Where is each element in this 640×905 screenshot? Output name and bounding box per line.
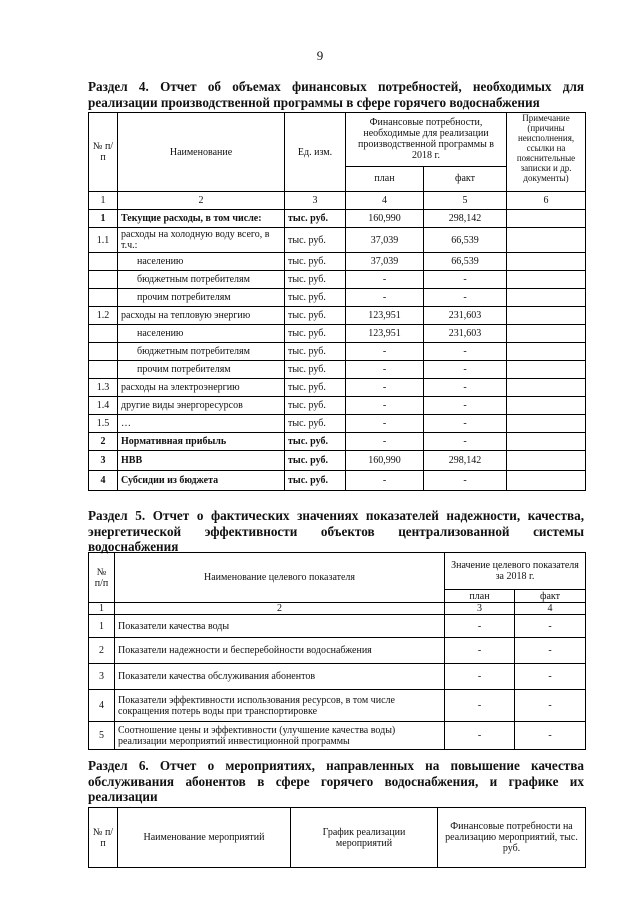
table-row [89, 471, 586, 491]
row-num [89, 325, 118, 343]
colnum-cell: 2 [115, 603, 445, 615]
row-name: бюджетным потребителям [118, 271, 285, 289]
col-note-header: Примечание (причины неисполнения, ссылки на пояснительные записки и др. документы) [507, 113, 586, 192]
row-plan: 123,951 [346, 325, 424, 343]
row-name: населению [118, 325, 285, 343]
row-name: Нормативная прибыль [118, 433, 285, 451]
colnum-cell: 3 [285, 192, 346, 210]
row-fact: - [515, 690, 586, 722]
row-note [507, 451, 586, 471]
page-number: 9 [316, 48, 324, 63]
row-unit: тыс. руб. [285, 253, 346, 271]
row-plan: - [445, 690, 515, 722]
row-fact: - [424, 379, 507, 397]
row-fact: - [424, 289, 507, 307]
col-fin-header: Финансовые потребности на реализацию мероприятий, тыс. руб. [438, 808, 586, 868]
section5-table [88, 552, 586, 750]
row-plan: - [346, 433, 424, 451]
row-unit: тыс. руб. [285, 307, 346, 325]
colnum-cell: 6 [507, 192, 586, 210]
row-plan: - [346, 415, 424, 433]
row-fact: 298,142 [424, 451, 507, 471]
row-fact: 66,539 [424, 228, 507, 253]
row-num [89, 289, 118, 307]
section6-title: Раздел 6. Отчет о мероприятиях, направленных на повышение качества обслуживания абонентов в сфере горячего водоснабжения, и графике их реализации [88, 758, 584, 804]
row-num: 4 [89, 690, 115, 722]
row-note [507, 325, 586, 343]
col-value-header: Значение целевого показателя за 2018 г. [445, 553, 586, 590]
row-name: Субсидии из бюджета [118, 471, 285, 491]
row-num: 2 [89, 638, 115, 664]
row-note [507, 379, 586, 397]
row-note [507, 397, 586, 415]
row-name: НВВ [118, 451, 285, 471]
row-unit: тыс. руб. [285, 271, 346, 289]
row-num [89, 343, 118, 361]
colnum-cell: 2 [118, 192, 285, 210]
row-note [507, 433, 586, 451]
table-row [89, 210, 586, 228]
row-num: 4 [89, 471, 118, 491]
row-name: другие виды энергоресурсов [118, 397, 285, 415]
row-note [507, 343, 586, 361]
row-name: населению [118, 253, 285, 271]
row-name: Текущие расходы, в том числе: [118, 210, 285, 228]
table-row [89, 664, 586, 690]
row-unit: тыс. руб. [285, 471, 346, 491]
row-plan: - [445, 638, 515, 664]
col-name-header: Наименование [118, 113, 285, 192]
col-num-header: № п/п [89, 113, 118, 192]
table-row [89, 415, 586, 433]
table-row [89, 343, 586, 361]
row-fact: 298,142 [424, 210, 507, 228]
table-row [89, 271, 586, 289]
row-num: 1.1 [89, 228, 118, 253]
row-name: расходы на электроэнергию [118, 379, 285, 397]
row-unit: тыс. руб. [285, 343, 346, 361]
row-num [89, 271, 118, 289]
row-fact: - [424, 415, 507, 433]
row-name: Показатели качества воды [115, 615, 445, 638]
row-name: расходы на холодную воду всего, в т.ч.: [118, 228, 285, 253]
row-name: Показатели надежности и бесперебойности водоснабжения [115, 638, 445, 664]
row-plan: 123,951 [346, 307, 424, 325]
table-row [89, 361, 586, 379]
row-num [89, 253, 118, 271]
colnum-cell: 3 [445, 603, 515, 615]
row-name: прочим потребителям [118, 361, 285, 379]
colnum-cell: 4 [346, 192, 424, 210]
row-unit: тыс. руб. [285, 397, 346, 415]
row-num: 3 [89, 664, 115, 690]
table-row [89, 433, 586, 451]
row-unit: тыс. руб. [285, 415, 346, 433]
col-num-header: № п/п [89, 808, 118, 868]
row-plan: - [346, 397, 424, 415]
section5-title: Раздел 5. Отчет о фактических значениях показателей надежности, качества, энергетической эффективности объектов централизованной системы водоснабжения [88, 508, 584, 554]
row-num: 2 [89, 433, 118, 451]
row-name: … [118, 415, 285, 433]
row-plan: 160,990 [346, 451, 424, 471]
row-fact: - [515, 722, 586, 750]
table-row [89, 722, 586, 750]
col-fact-header: факт [424, 166, 507, 191]
row-unit: тыс. руб. [285, 228, 346, 253]
row-unit: тыс. руб. [285, 325, 346, 343]
table-row [89, 289, 586, 307]
colnum-cell: 1 [89, 192, 118, 210]
row-name: Показатели эффективности использования ресурсов, в том числе сокращения потерь воды при транспортировке [115, 690, 445, 722]
row-num [89, 361, 118, 379]
row-num: 1 [89, 615, 115, 638]
row-fact: - [515, 664, 586, 690]
col-num-header: № п/п [89, 553, 115, 603]
colnum-cell: 1 [89, 603, 115, 615]
row-fact: - [424, 433, 507, 451]
col-schedule-header: График реализации мероприятий [291, 808, 438, 868]
row-plan: - [346, 289, 424, 307]
row-unit: тыс. руб. [285, 451, 346, 471]
row-plan: - [346, 379, 424, 397]
row-name: Показатели качества обслуживания абонентов [115, 664, 445, 690]
row-fact: 231,603 [424, 325, 507, 343]
row-fact: - [424, 271, 507, 289]
col-fin-header: Финансовые потребности, необходимые для реализации производственной программы в 2018 г. [346, 113, 507, 167]
row-note [507, 210, 586, 228]
row-unit: тыс. руб. [285, 361, 346, 379]
row-plan: - [346, 471, 424, 491]
col-fact-header: факт [515, 590, 586, 603]
row-plan: 37,039 [346, 253, 424, 271]
colnum-cell: 4 [515, 603, 586, 615]
table-row [89, 253, 586, 271]
row-plan: - [445, 664, 515, 690]
row-note [507, 307, 586, 325]
row-num: 1.2 [89, 307, 118, 325]
row-note [507, 415, 586, 433]
row-num: 3 [89, 451, 118, 471]
row-name: прочим потребителям [118, 289, 285, 307]
row-num: 1.3 [89, 379, 118, 397]
row-num: 1.4 [89, 397, 118, 415]
row-plan: - [346, 343, 424, 361]
table-row [89, 379, 586, 397]
colnum-cell: 5 [424, 192, 507, 210]
row-name: Соотношение цены и эффективности (улучшение качества воды) реализации мероприятий инвестиционной программы [115, 722, 445, 750]
row-plan: - [346, 361, 424, 379]
table-row [89, 307, 586, 325]
section4-title: Раздел 4. Отчет об объемах финансовых потребностей, необходимых для реализации производственной программы в сфере горячего водоснабжения [88, 79, 584, 110]
table-row [89, 638, 586, 664]
row-fact: - [424, 361, 507, 379]
row-unit: тыс. руб. [285, 210, 346, 228]
row-unit: тыс. руб. [285, 433, 346, 451]
table-row [89, 228, 586, 253]
row-plan: 160,990 [346, 210, 424, 228]
row-num: 1 [89, 210, 118, 228]
row-note [507, 471, 586, 491]
row-note [507, 271, 586, 289]
col-name-header: Наименование целевого показателя [115, 553, 445, 603]
row-fact: - [515, 615, 586, 638]
row-note [507, 289, 586, 307]
row-note [507, 253, 586, 271]
row-plan: 37,039 [346, 228, 424, 253]
row-fact: - [424, 397, 507, 415]
row-fact: - [424, 471, 507, 491]
col-name-header: Наименование мероприятий [118, 808, 291, 868]
section6-table [88, 807, 586, 868]
row-unit: тыс. руб. [285, 379, 346, 397]
row-note [507, 228, 586, 253]
row-plan: - [445, 615, 515, 638]
row-num: 5 [89, 722, 115, 750]
row-num: 1.5 [89, 415, 118, 433]
row-name: расходы на тепловую энергию [118, 307, 285, 325]
row-fact: - [424, 343, 507, 361]
col-plan-header: план [445, 590, 515, 603]
table-row [89, 397, 586, 415]
col-unit-header: Ед. изм. [285, 113, 346, 192]
table-row [89, 615, 586, 638]
table-row [89, 451, 586, 471]
row-plan: - [346, 271, 424, 289]
row-name: бюджетным потребителям [118, 343, 285, 361]
table-row [89, 325, 586, 343]
row-fact: 66,539 [424, 253, 507, 271]
row-note [507, 361, 586, 379]
row-fact: 231,603 [424, 307, 507, 325]
section4-table [88, 112, 586, 491]
row-fact: - [515, 638, 586, 664]
row-unit: тыс. руб. [285, 289, 346, 307]
col-plan-header: план [346, 166, 424, 191]
row-plan: - [445, 722, 515, 750]
table-row [89, 690, 586, 722]
